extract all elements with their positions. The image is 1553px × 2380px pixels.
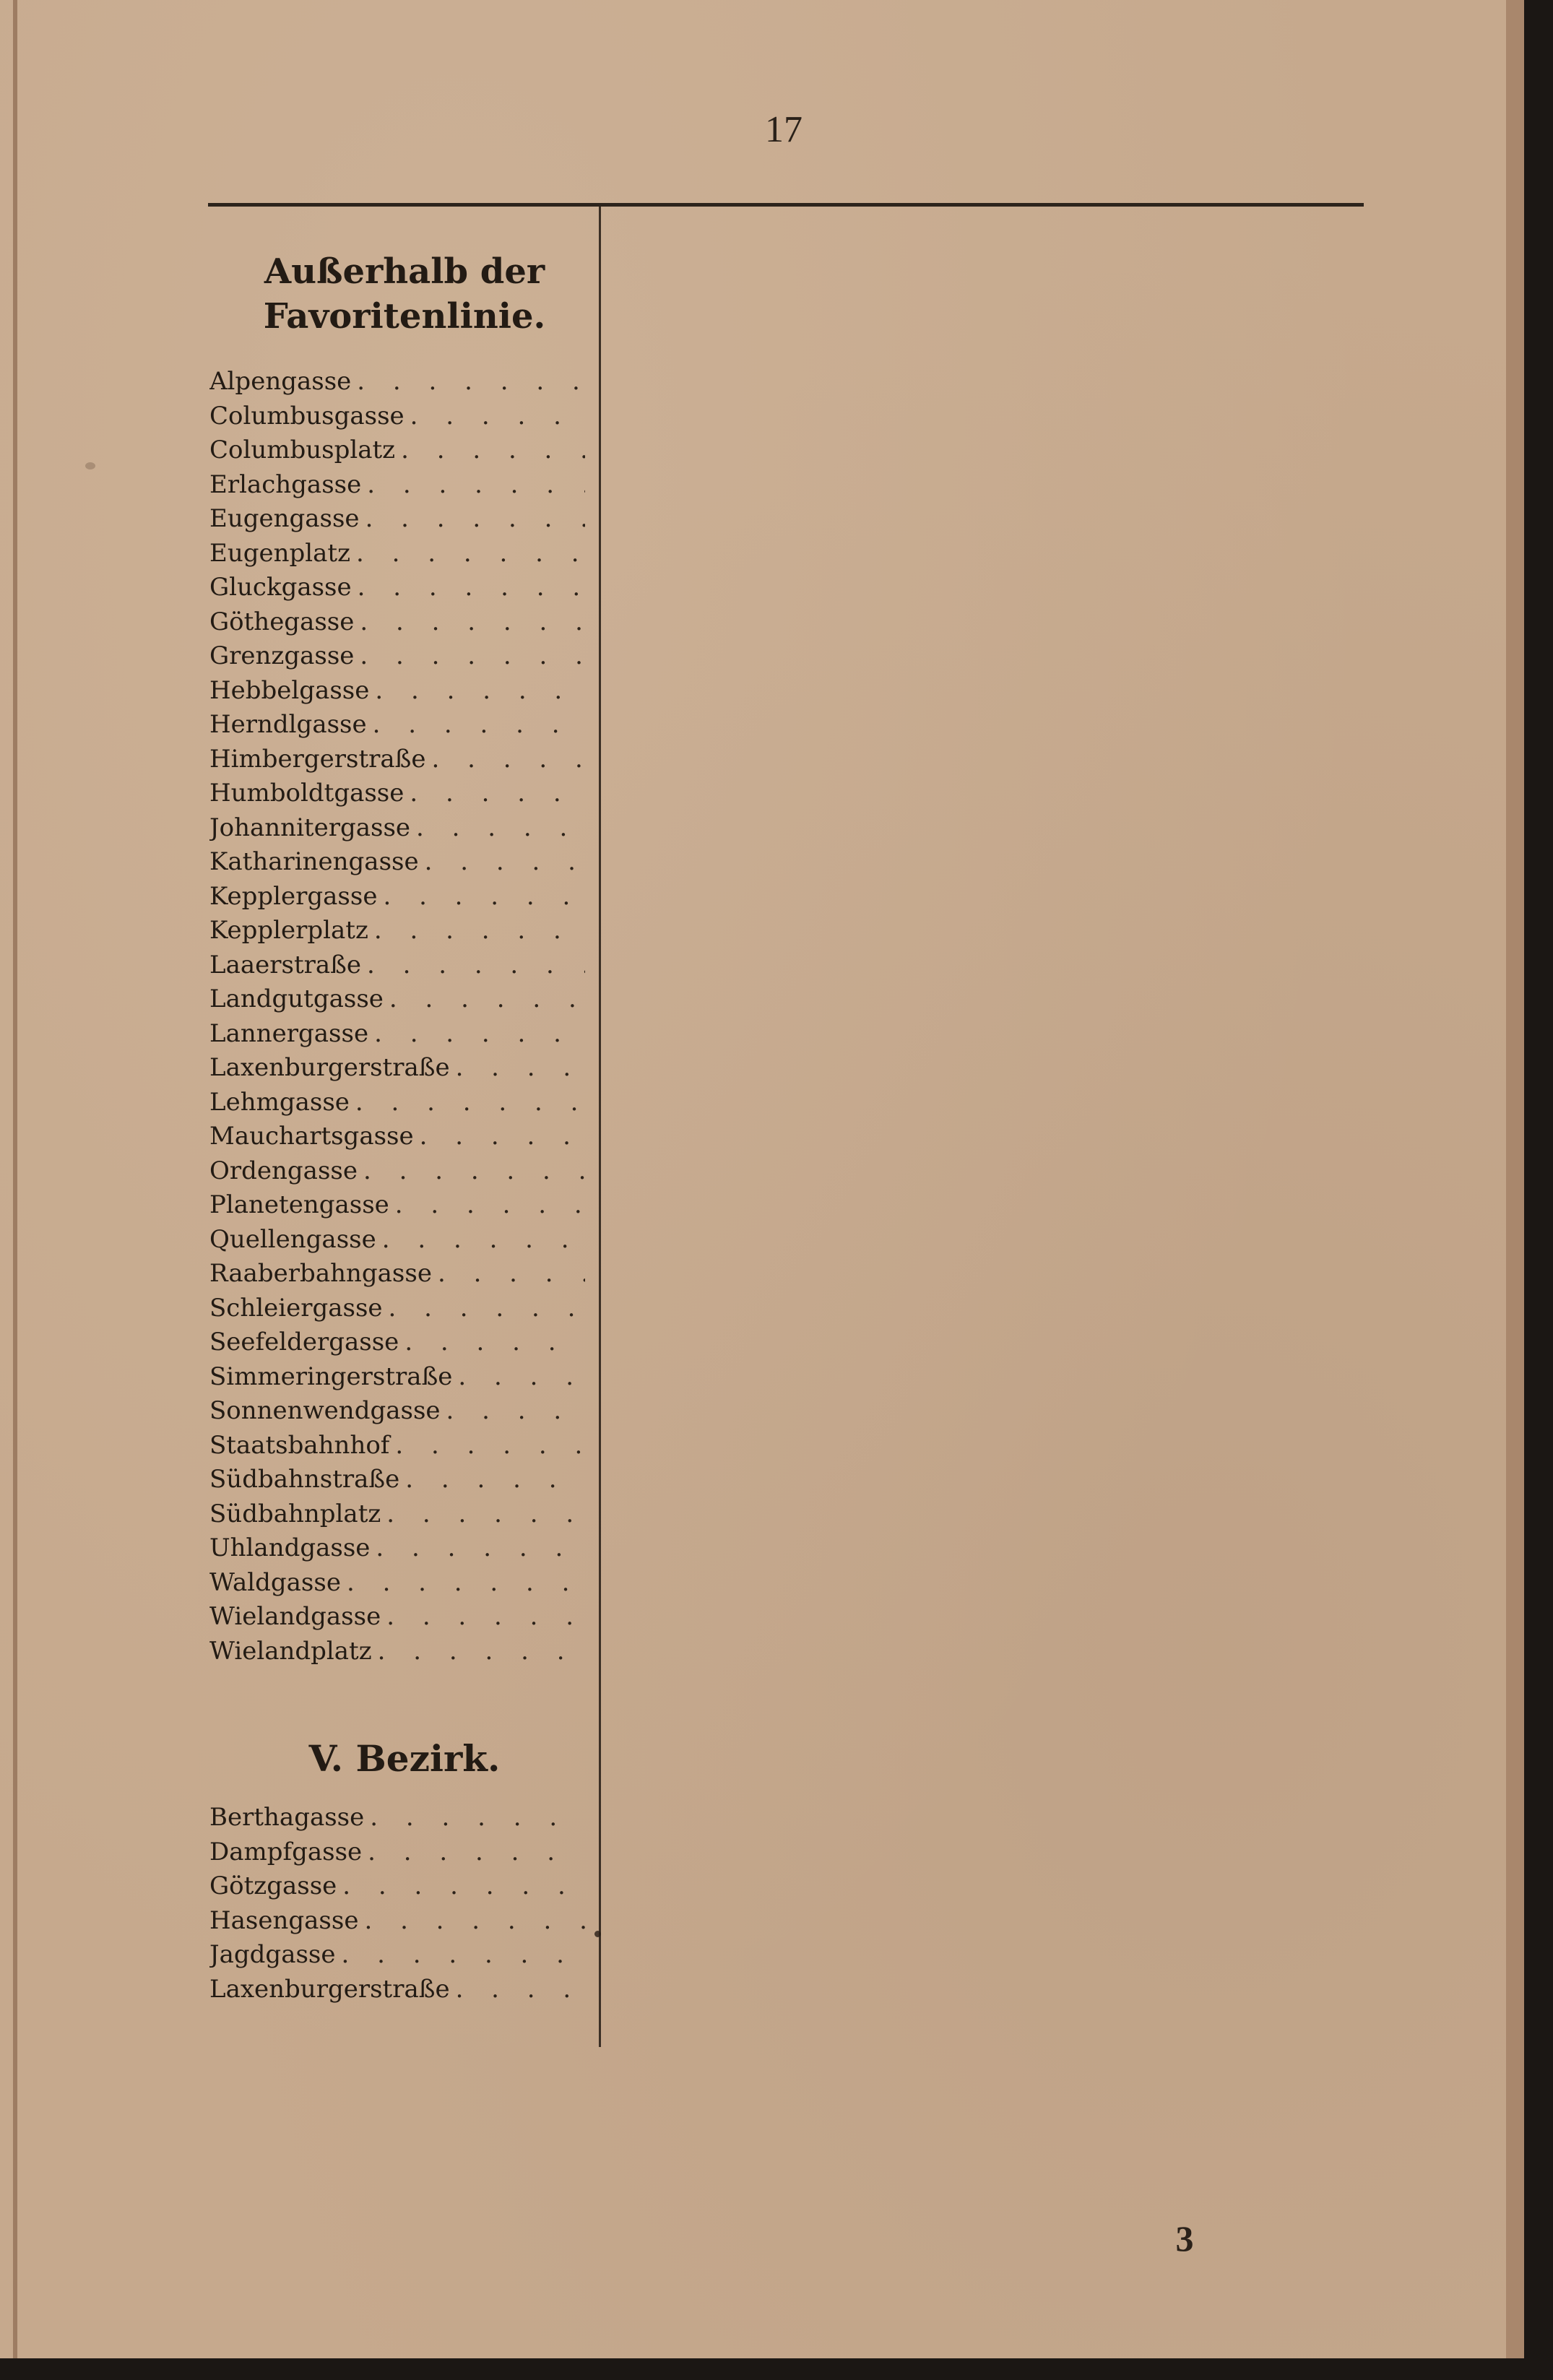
street-name: Himbergerstraße — [209, 744, 426, 774]
street-name: Uhlandgasse — [209, 1533, 371, 1562]
street-entry — [209, 1257, 585, 1291]
street-name: Laxenburgerstraße — [209, 1053, 450, 1082]
dot-leader — [426, 743, 585, 777]
dot-leader — [362, 1835, 585, 1870]
street-name: Südbahnplatz — [209, 1499, 381, 1528]
street-entry — [209, 708, 585, 743]
street-entry — [209, 537, 585, 571]
street-entry — [209, 880, 585, 914]
street-entry — [209, 1600, 585, 1635]
street-name: Wielandgasse — [209, 1602, 381, 1631]
dot-leader — [452, 1360, 585, 1395]
street-name: Laaerstraße — [209, 950, 361, 979]
dot-leader — [369, 674, 585, 709]
street-entry — [209, 845, 585, 880]
street-name: Mauchartsgasse — [209, 1122, 414, 1151]
street-entry — [209, 1835, 585, 1870]
dot-leader — [361, 948, 585, 983]
dot-leader — [368, 1017, 585, 1052]
dot-leader — [405, 399, 585, 434]
street-entry — [209, 1360, 585, 1395]
street-entry — [209, 743, 585, 777]
street-name: Humboldtgasse — [209, 779, 405, 808]
street-list-v-bezirk — [209, 1801, 585, 2007]
street-name: Waldgasse — [209, 1567, 341, 1597]
street-entry — [209, 1325, 585, 1360]
street-entry — [209, 1801, 585, 1835]
street-name: Johannitergasse — [209, 813, 411, 842]
dot-leader — [377, 880, 585, 914]
street-name: Katharinengasse — [209, 847, 419, 876]
dot-leader — [441, 1394, 585, 1429]
street-entry — [209, 1497, 585, 1532]
dot-leader — [367, 708, 585, 743]
dot-leader — [354, 605, 585, 640]
street-entry — [209, 468, 585, 503]
section-heading-favoritenlinie: Außerhalb der Favoritenlinie. — [263, 251, 546, 337]
dot-leader — [358, 1154, 585, 1189]
street-name: Herndlgasse — [209, 710, 367, 739]
street-entry — [209, 1394, 585, 1429]
street-name: Grenzgasse — [209, 641, 355, 670]
dot-leader — [450, 1973, 585, 2007]
street-entry — [209, 914, 585, 948]
street-name: Eugengasse — [209, 504, 360, 533]
street-name: Kepplergasse — [209, 881, 378, 911]
ink-dot — [594, 1931, 601, 1937]
street-name: Berthagasse — [209, 1803, 365, 1832]
street-entry — [209, 399, 585, 434]
dot-leader — [419, 845, 585, 880]
street-name: Staatsbahnhof — [209, 1430, 390, 1460]
street-name: Götzgasse — [209, 1871, 337, 1900]
street-entry — [209, 1566, 585, 1601]
street-name: Lehmgasse — [209, 1087, 350, 1117]
street-name: Göthegasse — [209, 607, 355, 636]
dot-leader — [350, 1086, 585, 1120]
dot-leader — [399, 1463, 585, 1497]
dot-leader — [364, 1801, 585, 1835]
section-heading-v-bezirk: V. Bezirk. — [308, 1737, 501, 1780]
street-entry — [209, 1938, 585, 1973]
street-name: Sonnenwendgasse — [209, 1396, 441, 1425]
street-name: Lannergasse — [209, 1018, 369, 1048]
dot-leader — [358, 1904, 585, 1939]
dot-leader — [404, 776, 585, 811]
dot-leader — [389, 1429, 585, 1463]
dot-leader — [337, 1869, 585, 1904]
street-entry — [209, 1429, 585, 1463]
street-entry — [209, 1017, 585, 1052]
street-entry — [209, 776, 585, 811]
street-list-favoritenlinie — [209, 365, 585, 1669]
street-name: Landgutgasse — [209, 985, 384, 1013]
street-entry — [209, 1120, 585, 1154]
dot-leader — [350, 537, 585, 571]
dot-leader — [414, 1120, 585, 1154]
dot-leader — [395, 433, 585, 468]
street-entry — [209, 948, 585, 983]
street-name: Gluckgasse — [209, 573, 352, 602]
dot-leader — [399, 1325, 585, 1360]
street-name: Alpengasse — [209, 367, 352, 396]
dot-leader — [376, 1223, 585, 1258]
dot-leader — [341, 1566, 585, 1601]
dot-leader — [360, 502, 585, 537]
street-name: Kepplerplatz — [209, 916, 368, 945]
dot-leader — [361, 468, 585, 503]
dot-leader — [352, 571, 585, 605]
dot-leader — [450, 1051, 585, 1086]
street-entry — [209, 365, 585, 399]
street-name: Simmeringerstraße — [209, 1362, 453, 1391]
street-name: Südbahnstraße — [209, 1465, 400, 1494]
paper-stain — [85, 462, 95, 469]
street-entry — [209, 1291, 585, 1326]
street-entry — [209, 982, 585, 1017]
street-name: Ordengasse — [209, 1156, 358, 1185]
street-name: Wielandplatz — [209, 1636, 372, 1666]
street-entry — [209, 1463, 585, 1497]
street-entry — [209, 811, 585, 846]
street-name: Eugenplatz — [209, 538, 350, 568]
street-entry — [209, 1973, 585, 2007]
street-name: Hebbelgasse — [209, 675, 370, 705]
binding-edge — [13, 0, 17, 2358]
street-entry — [209, 639, 585, 674]
street-entry — [209, 1051, 585, 1086]
street-entry — [209, 433, 585, 468]
dot-leader — [354, 639, 585, 674]
street-name: Hasengasse — [209, 1905, 359, 1935]
street-entry — [209, 1154, 585, 1189]
dot-leader — [351, 365, 585, 399]
street-name: Seefeldergasse — [209, 1328, 399, 1356]
street-entry — [209, 1188, 585, 1223]
dot-leader — [335, 1938, 585, 1973]
street-entry — [209, 571, 585, 605]
street-entry — [209, 502, 585, 537]
street-name: Erlachgasse — [209, 469, 362, 499]
dot-leader — [389, 1188, 585, 1223]
street-entry — [209, 1223, 585, 1258]
page-number: 17 — [765, 109, 803, 150]
dot-leader — [372, 1635, 585, 1669]
header-rule — [208, 203, 1364, 207]
dot-leader — [381, 1497, 585, 1532]
street-name: Laxenburgerstraße — [209, 1974, 450, 2004]
street-entry — [209, 605, 585, 640]
dot-leader — [410, 811, 585, 846]
sheet-signature: 3 — [1175, 2218, 1194, 2259]
dot-leader — [381, 1600, 585, 1635]
street-name: Jagdgasse — [209, 1940, 336, 1969]
dot-leader — [368, 914, 585, 948]
street-name: Schleiergasse — [209, 1293, 383, 1323]
street-entry — [209, 1086, 585, 1120]
street-name: Raaberbahngasse — [209, 1259, 432, 1288]
street-entry — [209, 1904, 585, 1939]
dot-leader — [370, 1531, 585, 1566]
page-edge — [1506, 0, 1524, 2358]
street-entry — [209, 1531, 585, 1566]
street-name: Planetengasse — [209, 1190, 389, 1219]
street-name: Quellengasse — [209, 1224, 376, 1254]
street-name: Columbusgasse — [209, 401, 405, 430]
street-entry — [209, 1635, 585, 1669]
street-entry — [209, 1869, 585, 1904]
dot-leader — [383, 1291, 585, 1326]
dot-leader — [432, 1257, 585, 1291]
street-name: Columbusplatz — [209, 436, 396, 464]
dot-leader — [384, 982, 585, 1017]
street-entry — [209, 674, 585, 709]
street-name: Dampfgasse — [209, 1837, 363, 1866]
